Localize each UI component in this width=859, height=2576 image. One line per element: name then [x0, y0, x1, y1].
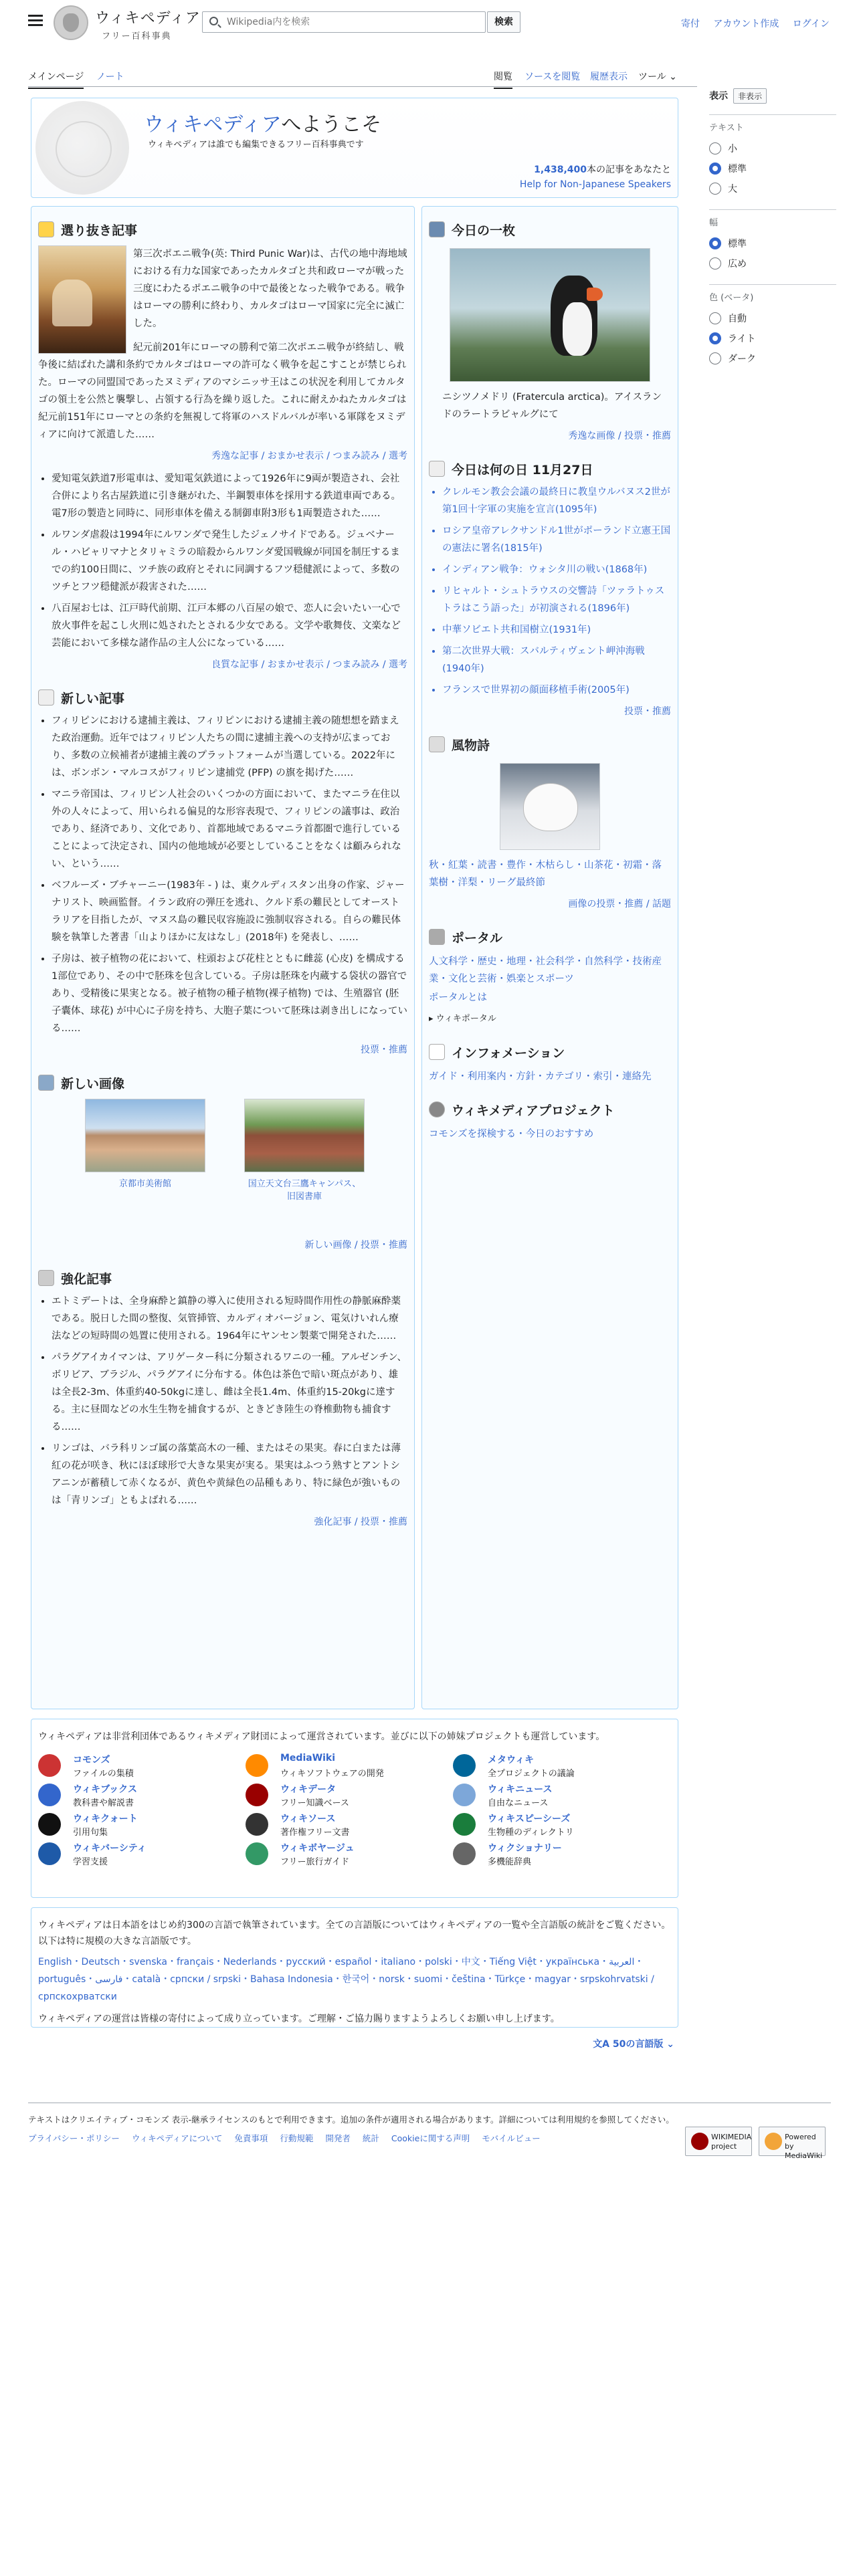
new-articles-list [38, 712, 407, 1037]
non-japanese-help-link[interactable]: Help for Non-Japanese Speakers [519, 179, 671, 190]
code-of-conduct-link[interactable]: 行動規範 [280, 2133, 314, 2143]
sister-desc: 学習支援 [73, 1857, 108, 1867]
sister-desc: 多機能辞典 [488, 1857, 532, 1867]
sister-desc: ファイルの集積 [73, 1769, 134, 1779]
search-icon [209, 17, 218, 25]
sister-project[interactable] [38, 1781, 239, 1814]
option-label: 小 [728, 144, 737, 154]
portal-text[interactable]: 人文科学・歴史・地理・社会科学・自然科学・技術産業・文化と芸術・娯楽とスポーツ [429, 956, 662, 984]
radio-checked-icon [709, 163, 721, 175]
sister-project-icon [38, 1784, 61, 1806]
donate-link[interactable]: 寄付 [680, 19, 700, 29]
info-text[interactable]: ガイド・利用案内・方針・カテゴリ・索引・連絡先 [429, 1071, 652, 1082]
sister-desc: フリー知識ベース [280, 1798, 349, 1808]
privacy-link[interactable]: プライバシー・ポリシー [28, 2133, 120, 2143]
option-label: 自動 [728, 314, 747, 324]
color-dark[interactable] [709, 348, 836, 368]
radio-icon [709, 352, 721, 364]
strengthened-heading [38, 1269, 407, 1287]
picture-caption: ニシツノメドリ (Fratercula arctica)。アイスランドのラートラビャルグにて [442, 392, 662, 420]
appearance-panel [709, 88, 836, 368]
welcome-title-rest: へようこそ [281, 113, 382, 136]
heading-text: 新しい画像 [61, 1076, 125, 1091]
search-box[interactable] [202, 11, 486, 33]
about-link[interactable]: ウィキペディアについて [131, 2133, 223, 2143]
list-item[interactable]: • 子房は、被子植物の花において、柱頭および花柱とともに雌蕊 (心皮) を構成する1部位であり、その中で胚珠を包含している。子房は胚珠を内蔵する袋状の器官であり、受精後に果実となる。被子植物の種子植物(裸子植物) では、生殖器官 (胚子囊体、球花) が中心に子房を持ち、大胞子葉について胚珠は剥き出しになっている…… [52, 950, 407, 1037]
tab-tools[interactable]: ツール ⌄ [638, 72, 677, 82]
donate-text: ウィキペディアの運営は皆様の寄付によって成り立っています。ご理解・ご協力賜りますようよろしくお願い申し上げます。 [38, 2014, 560, 2024]
picture-of-day[interactable] [429, 248, 671, 382]
onthisday-heading [429, 459, 671, 478]
search-input[interactable] [227, 15, 474, 29]
radio-icon [709, 257, 721, 270]
sister-project[interactable] [246, 1751, 446, 1785]
new-images-heading [38, 1073, 407, 1092]
featured-p2: 紀元前201年にローマの勝利で第二次ポエニ戦争が終結し、戦争後に結ばれた講和条約でカルタゴはローマの許可なく戦争を起こすことが禁じられた。ローマの同盟国であったヌミディアのマシニッサ王はこの状況を利用してカルタゴの領土を公然と襲撃し、占領する行為を繰り返した。これに耐えかねたカルタゴは紀元前151年にローマとの条約を無視して将軍のハスドルバルが率いる軍隊をヌミディアに向けて派遣した…… [38, 342, 407, 440]
option-label: 広め [728, 259, 747, 270]
featured-heading [38, 220, 407, 239]
project-heading [429, 1100, 671, 1119]
heading-text: ウィキメディアプロジェクト [452, 1103, 615, 1118]
sister-project[interactable] [453, 1840, 654, 1873]
list-item[interactable]: • ルワンダ虐殺は1994年にルワンダで発生したジェノサイドである。ジュベナール・ハビャリマナとタリャミラの暗殺からルワンダ愛国戦線が同国を制圧するまでの約100日間に、ツチ族の政府とそれに同調するフツ穏健派によって、多数のツチとフツ穏健派が殺害された…… [52, 526, 407, 596]
main-menu-icon[interactable] [28, 15, 43, 27]
sister-project[interactable] [38, 1840, 239, 1873]
gallery-image[interactable] [244, 1099, 365, 1172]
sister-desc: フリー旅行ガイド [280, 1857, 350, 1867]
tab-talk[interactable]: ノート [96, 72, 124, 82]
list-item[interactable]: • クレルモン教会会議の最終日に教皇ウルバヌス2世が第1回十字軍の実施を宣言(1095年) [442, 484, 671, 518]
color-label: 色 (ベータ) [709, 284, 836, 303]
onthisday-list [429, 484, 671, 699]
sister-name[interactable]: ウィクショナリー [488, 1843, 562, 1854]
sister-project-icon [453, 1784, 476, 1806]
heading-text: 選り抜き記事 [61, 223, 138, 238]
featured-image[interactable] [38, 245, 126, 354]
sister-project[interactable] [38, 1751, 239, 1785]
sister-project-icon [246, 1754, 268, 1777]
radio-checked-icon [709, 237, 721, 249]
sister-project[interactable] [38, 1810, 239, 1844]
sister-project-icon [38, 1754, 61, 1777]
text-size-small[interactable] [709, 138, 836, 158]
sister-name[interactable]: ウィキクォート [73, 1814, 138, 1824]
sister-name[interactable]: ウィキスピーシーズ [488, 1814, 571, 1824]
welcome-title-link[interactable]: ウィキペディア [144, 113, 282, 136]
seasonal-icon [429, 736, 445, 752]
wikimedia-badge[interactable] [685, 2127, 752, 2156]
sister-projects [31, 1719, 678, 1898]
welcome-banner [31, 98, 678, 198]
developers-link[interactable]: 開発者 [325, 2133, 351, 2143]
sister-desc: 著作権フリー文書 [280, 1828, 350, 1838]
sister-project[interactable] [246, 1781, 446, 1814]
list-item[interactable]: • ロシア皇帝アレクサンドル1世がポーランド立憲王国の憲法に署名(1815年) [442, 522, 671, 557]
appearance-title: 表示 [709, 91, 728, 102]
seasonal-image[interactable] [429, 763, 671, 850]
sister-project[interactable] [453, 1810, 654, 1844]
badge-label: WIKIMEDIA project [711, 2133, 752, 2151]
wikipedia-logo-icon[interactable] [54, 5, 88, 40]
sister-project[interactable] [246, 1810, 446, 1844]
featured-article [38, 245, 407, 443]
featured-links[interactable]: 秀逸な記事 / おまかせ表示 / つまみ読み / 選考 [211, 451, 407, 461]
image-icon [38, 1075, 54, 1091]
list-item[interactable]: • エトミデートは、全身麻酔と鎮静の導入に使用される短時間作用性の静脈麻酔薬である。脱日した間の整復、気管挿管、カルディオバージョン、電気けいれん療法などの短時間の処置に使用される。1964年にヤンセン製薬で開発された…… [52, 1293, 407, 1345]
statistics-link[interactable]: 統計 [362, 2133, 379, 2143]
color-light[interactable] [709, 328, 836, 348]
tab-history[interactable]: 履歴表示 [590, 72, 628, 82]
badge-label: Powered by MediaWiki [785, 2133, 823, 2160]
seasonal-heading [429, 735, 671, 754]
site-header [0, 0, 859, 47]
onthisday-links[interactable]: 投票・推薦 [624, 706, 671, 717]
portal-icon [429, 929, 445, 945]
heading-text: ポータル [452, 930, 503, 946]
good-articles-list [38, 470, 407, 652]
sister-project[interactable] [246, 1840, 446, 1873]
sister-project-icon [453, 1842, 476, 1865]
heading-text: インフォメーション [452, 1045, 565, 1061]
chevron-down-icon: ⌄ [663, 2039, 674, 2050]
color-auto[interactable] [709, 308, 836, 328]
new-images-gallery [38, 1099, 407, 1232]
create-account-link[interactable]: アカウント作成 [713, 19, 779, 29]
width-wide[interactable] [709, 253, 836, 274]
sister-desc: 引用句集 [73, 1828, 108, 1838]
list-item[interactable]: • リンゴは、バラ科リンゴ属の落葉高木の一種、またはその果実。春に白または薄紅の花が咲き、秋にほぼ球形で大きな果実が実る。果実はふつう熟すとアントシアニンが蓄積して赤くなるが、黄色や黄緑色の品種もあり、特に緑色が強いものは「青リンゴ」ともよばれる…… [52, 1440, 407, 1509]
seasonal-text[interactable]: 秋・紅葉・読書・豊作・木枯らし・山茶花・初霜・落葉樹・洋梨・リーグ最終節 [429, 860, 662, 888]
languages-box [31, 1907, 678, 2028]
welcome-title [144, 108, 381, 137]
radio-checked-icon [709, 332, 721, 344]
featured-p1: 第三次ポエニ戦争(英: Third Punic War)は、古代の地中海地域における有力な国家であったカルタゴと共和政ローマが戦った三度にわたるポエニ戦争の中で最後となった戦争である。戦争はローマの勝利に終わり、カルタゴはローマ国家に完全に滅亡した。 [133, 249, 407, 329]
good-articles-links[interactable]: 良質な記事 / おまかせ表示 / つまみ読み / 選考 [211, 659, 407, 670]
list-item[interactable]: • インディアン戦争：ウォシタ川の戦い(1868年) [442, 561, 671, 578]
text-size-large[interactable] [709, 179, 836, 199]
option-label: ライト [728, 334, 756, 344]
tab-read[interactable]: 閲覧 [494, 70, 512, 89]
disclaimer-link[interactable]: 免責事項 [234, 2133, 268, 2143]
list-item[interactable]: • パラグアイカイマンは、アリゲーター科に分類されるワニの一種。アルゼンチン、ボリビア、ブラジル、パラグアイに分布する。体色は茶色で暗い斑点があり、雄は全長2-3m、体重約40-50kgに達し、雌は全長1.4m、体重約15-20kgに達する。主に昼間などの水生生物を捕食するが、ときどき陸生の脊椎動物も捕食する…… [52, 1349, 407, 1436]
picture-icon [429, 221, 445, 237]
strengthened-list [38, 1293, 407, 1509]
sister-desc: 教科書や解説書 [73, 1798, 134, 1808]
sister-project-icon [453, 1754, 476, 1777]
option-label: 標準 [728, 164, 747, 175]
sister-name[interactable]: ウィキニュース [488, 1784, 553, 1795]
expand-triangle-icon: ▸ [429, 1014, 436, 1024]
welcome-subtitle: ウィキペディアは誰でも編集できるフリー百科事典です [148, 140, 364, 150]
article-count-text: 本の記事をあなたと [587, 165, 671, 175]
option-label: 標準 [728, 239, 747, 249]
strengthened-links[interactable]: 強化記事 / 投票・推薦 [314, 1517, 407, 1527]
list-item[interactable]: • 愛知電気鉄道7形電車は、愛知電気鉄道によって1926年に9両が製造され、会社合併により名古屋鉄道に引き継がれた、半鋼製車体を採用する鉄道車両である。電7形の製造と同時に、同形車体を備える制御車附3形も1両製造された…… [52, 470, 407, 522]
article-count [520, 163, 671, 192]
languages-list[interactable]: English・Deutsch・svenska・français・Nederlands・русский・español・italiano・polski・中文・Tiếng Việt・українська・العربية・português・فارسی・català・српски / srpski・Bahasa Indonesia・한국어・norsk・suomi・čeština・Türkçe・magyar・srpskohrvatski / српскохрватски [38, 1957, 654, 2002]
login-link[interactable]: ログイン [792, 19, 830, 29]
page-tabs [28, 64, 697, 87]
heading-text: 新しい記事 [61, 691, 125, 706]
gallery-image[interactable] [85, 1099, 205, 1172]
sister-name[interactable]: MediaWiki [280, 1753, 336, 1763]
tab-view-source[interactable]: ソースを閲覧 [524, 72, 581, 82]
sister-name[interactable]: ウィキソース [280, 1814, 336, 1824]
wordmark-title: ウィキペディア [95, 10, 201, 27]
sister-name[interactable]: メタウィキ [488, 1755, 535, 1765]
sister-name[interactable]: ウィキバーシティ [73, 1843, 147, 1854]
list-item[interactable]: • リヒャルト・シュトラウスの交響詩「ツァラトゥストラはこう語った」が初演される(1896年) [442, 582, 671, 617]
sister-project[interactable] [453, 1781, 654, 1814]
width-label: 幅 [709, 209, 836, 228]
star-icon [38, 221, 54, 237]
list-item[interactable]: • 八百屋お七は、江戸時代前期、江戸本郷の八百屋の娘で、恋人に会いたい一心で放火事件を起こし火刑に処されたとされる少女である。文学や歌舞伎、文楽など芸能において多様な諸作品の主人公になっている…… [52, 600, 407, 652]
left-column [31, 206, 415, 1709]
search-button[interactable]: 検索 [487, 11, 520, 33]
mediawiki-badge[interactable] [759, 2127, 826, 2160]
wikipedia-globe-icon [35, 101, 129, 195]
languages-intro: ウィキペディアは日本語をはじめ約300の言語で執筆されています。全ての言語版についてはウィキペディアの一覧や全言語版の統計をご覧ください。以下は特に規模の大きな言語版です。 [38, 1920, 671, 1947]
star-outline-icon [38, 1270, 54, 1286]
sister-project-icon [246, 1842, 268, 1865]
list-item[interactable]: • フィリピンにおける逮捕主義は、フィリピンにおける逮捕主義の随想想を踏まえた政治運動。近年ではフィリピン人たちの間に逮捕主義への支持が広まっており、多数の立候補者が逮捕主義のプラットフォームが当選している。2022年には、ボンボン・マルコスがフィリピン逮捕党 (PFP) の旗を掲げた…… [52, 712, 407, 782]
list-item[interactable]: • マニラ帝国は、フィリピン人社会のいくつかの方面において、またマニラ在住以外の人々によって、用いられる偏見的な形容表現で、フィリピンの議事は、政治であり、経済であり、文化であり、首都地域であるマニラ首都圏で進行していることによって決定され、国内の他地域が必要としていることをなくは顧みられない、という…… [52, 786, 407, 873]
heading-text: 強化記事 [61, 1271, 112, 1287]
seasonal-links[interactable]: 画像の投票・推薦 / 話題 [568, 899, 671, 909]
picture-heading [429, 220, 671, 239]
mobile-view-link[interactable]: モバイルビュー [482, 2133, 541, 2143]
translate-icon: 文A [593, 2039, 613, 2050]
list-item[interactable]: • 第二次世界大戦：スバルティヴェント岬沖海戦(1940年) [442, 643, 671, 677]
heading-text: 風物詩 [452, 738, 490, 753]
new-articles-heading [38, 688, 407, 707]
heading-text: 今日は何の日 11月27日 [452, 462, 593, 477]
new-articles-links[interactable]: 投票・推薦 [361, 1045, 407, 1055]
sisters-grid [38, 1751, 671, 1865]
sister-desc: 生物種のディレクトリ [488, 1828, 574, 1838]
cookie-statement-link[interactable]: Cookieに関する声明 [391, 2133, 470, 2143]
portal-heading [429, 928, 671, 946]
portal-toggle[interactable] [429, 1010, 671, 1028]
gallery-caption[interactable]: 京都市美術館 [118, 1179, 171, 1189]
radio-icon [709, 142, 721, 154]
sister-desc: ウィキソフトウェアの開発 [280, 1769, 384, 1779]
width-standard[interactable] [709, 233, 836, 253]
sister-desc: 全プロジェクトの議論 [488, 1769, 575, 1779]
sister-project-icon [38, 1842, 61, 1865]
list-item[interactable]: • フランスで世界初の顔面移植手術(2005年) [442, 681, 671, 699]
heading-text: 今日の一枚 [452, 223, 516, 238]
languages-button-label: 50の言語版 [612, 2039, 664, 2050]
sister-name[interactable]: ウィキボヤージュ [280, 1843, 355, 1854]
sister-project-icon [453, 1813, 476, 1836]
license-text: テキストはクリエイティブ・コモンズ 表示-継承ライセンスのもとで利用できます。追加の条件が適用される場合があります。詳細については利用規約を参照してください。 [28, 2115, 674, 2125]
info-heading [429, 1043, 671, 1061]
mediawiki-icon [765, 2133, 782, 2150]
wikimedia-icon [691, 2133, 708, 2150]
sister-project-icon [246, 1784, 268, 1806]
calendar-icon [429, 461, 445, 477]
option-label: 大 [728, 184, 737, 195]
appearance-hide-button[interactable]: 非表示 [733, 88, 767, 104]
new-images-links[interactable]: 新しい画像 / 投票・推薦 [304, 1240, 407, 1251]
sisters-intro: ウィキペディアは非営利団体であるウィキメディア財団によって運営されています。並びに以下の姉妹プロジェクトも運営しています。 [38, 1731, 605, 1742]
personal-tools [670, 17, 830, 30]
sister-name[interactable]: ウィキブックス [73, 1784, 138, 1795]
project-text[interactable]: コモンズを探検する・今日のおすすめ [429, 1129, 594, 1140]
sister-project[interactable] [453, 1751, 654, 1785]
gallery-caption[interactable]: 国立天文台三鷹キャンパス、旧図書庫 [248, 1179, 361, 1202]
option-label: ダーク [728, 354, 756, 364]
sister-name[interactable]: コモンズ [73, 1755, 110, 1765]
languages-button[interactable] [593, 2037, 674, 2050]
tab-main-page[interactable]: メインページ [28, 70, 84, 89]
sister-desc: 自由なニュース [488, 1798, 549, 1808]
wordmark-tagline: フリー百科事典 [102, 31, 172, 41]
sister-project-icon [246, 1813, 268, 1836]
sister-project-icon [38, 1813, 61, 1836]
text-size-label: テキスト [709, 114, 836, 133]
wikimedia-icon [429, 1101, 445, 1117]
article-count-number[interactable]: 1,438,400 [534, 165, 587, 175]
radio-icon [709, 183, 721, 195]
portal-about-link[interactable]: ポータルとは [429, 992, 487, 1003]
right-column [421, 206, 678, 1709]
picture-links[interactable]: 秀逸な画像 / 投票・推薦 [568, 431, 671, 441]
new-articles-icon [38, 689, 54, 706]
wordmark[interactable] [95, 7, 201, 41]
radio-icon [709, 312, 721, 324]
wikipedia-w-icon [429, 1044, 445, 1060]
portal-toggle-label: ウィキポータル [436, 1014, 496, 1024]
sister-name[interactable]: ウィキデータ [280, 1784, 337, 1795]
gallery-item [85, 1099, 205, 1189]
list-item[interactable]: • ベフルーズ・ブチャーニー(1983年 - ) は、東クルディスタン出身の作家、ジャーナリスト、映画監督。イラン政府の弾圧を逃れ、クルド系の難民としてオーストラリアを目指したが、マヌス島の難民収容施設に強制収容される。自らの難民体験を執筆した著書「山よりほかに友はなし」(2018年) を発表し、…… [52, 877, 407, 946]
text-size-standard[interactable] [709, 158, 836, 179]
list-item[interactable]: • 中華ソビエト共和国樹立(1931年) [442, 621, 671, 639]
gallery-item [244, 1099, 365, 1202]
